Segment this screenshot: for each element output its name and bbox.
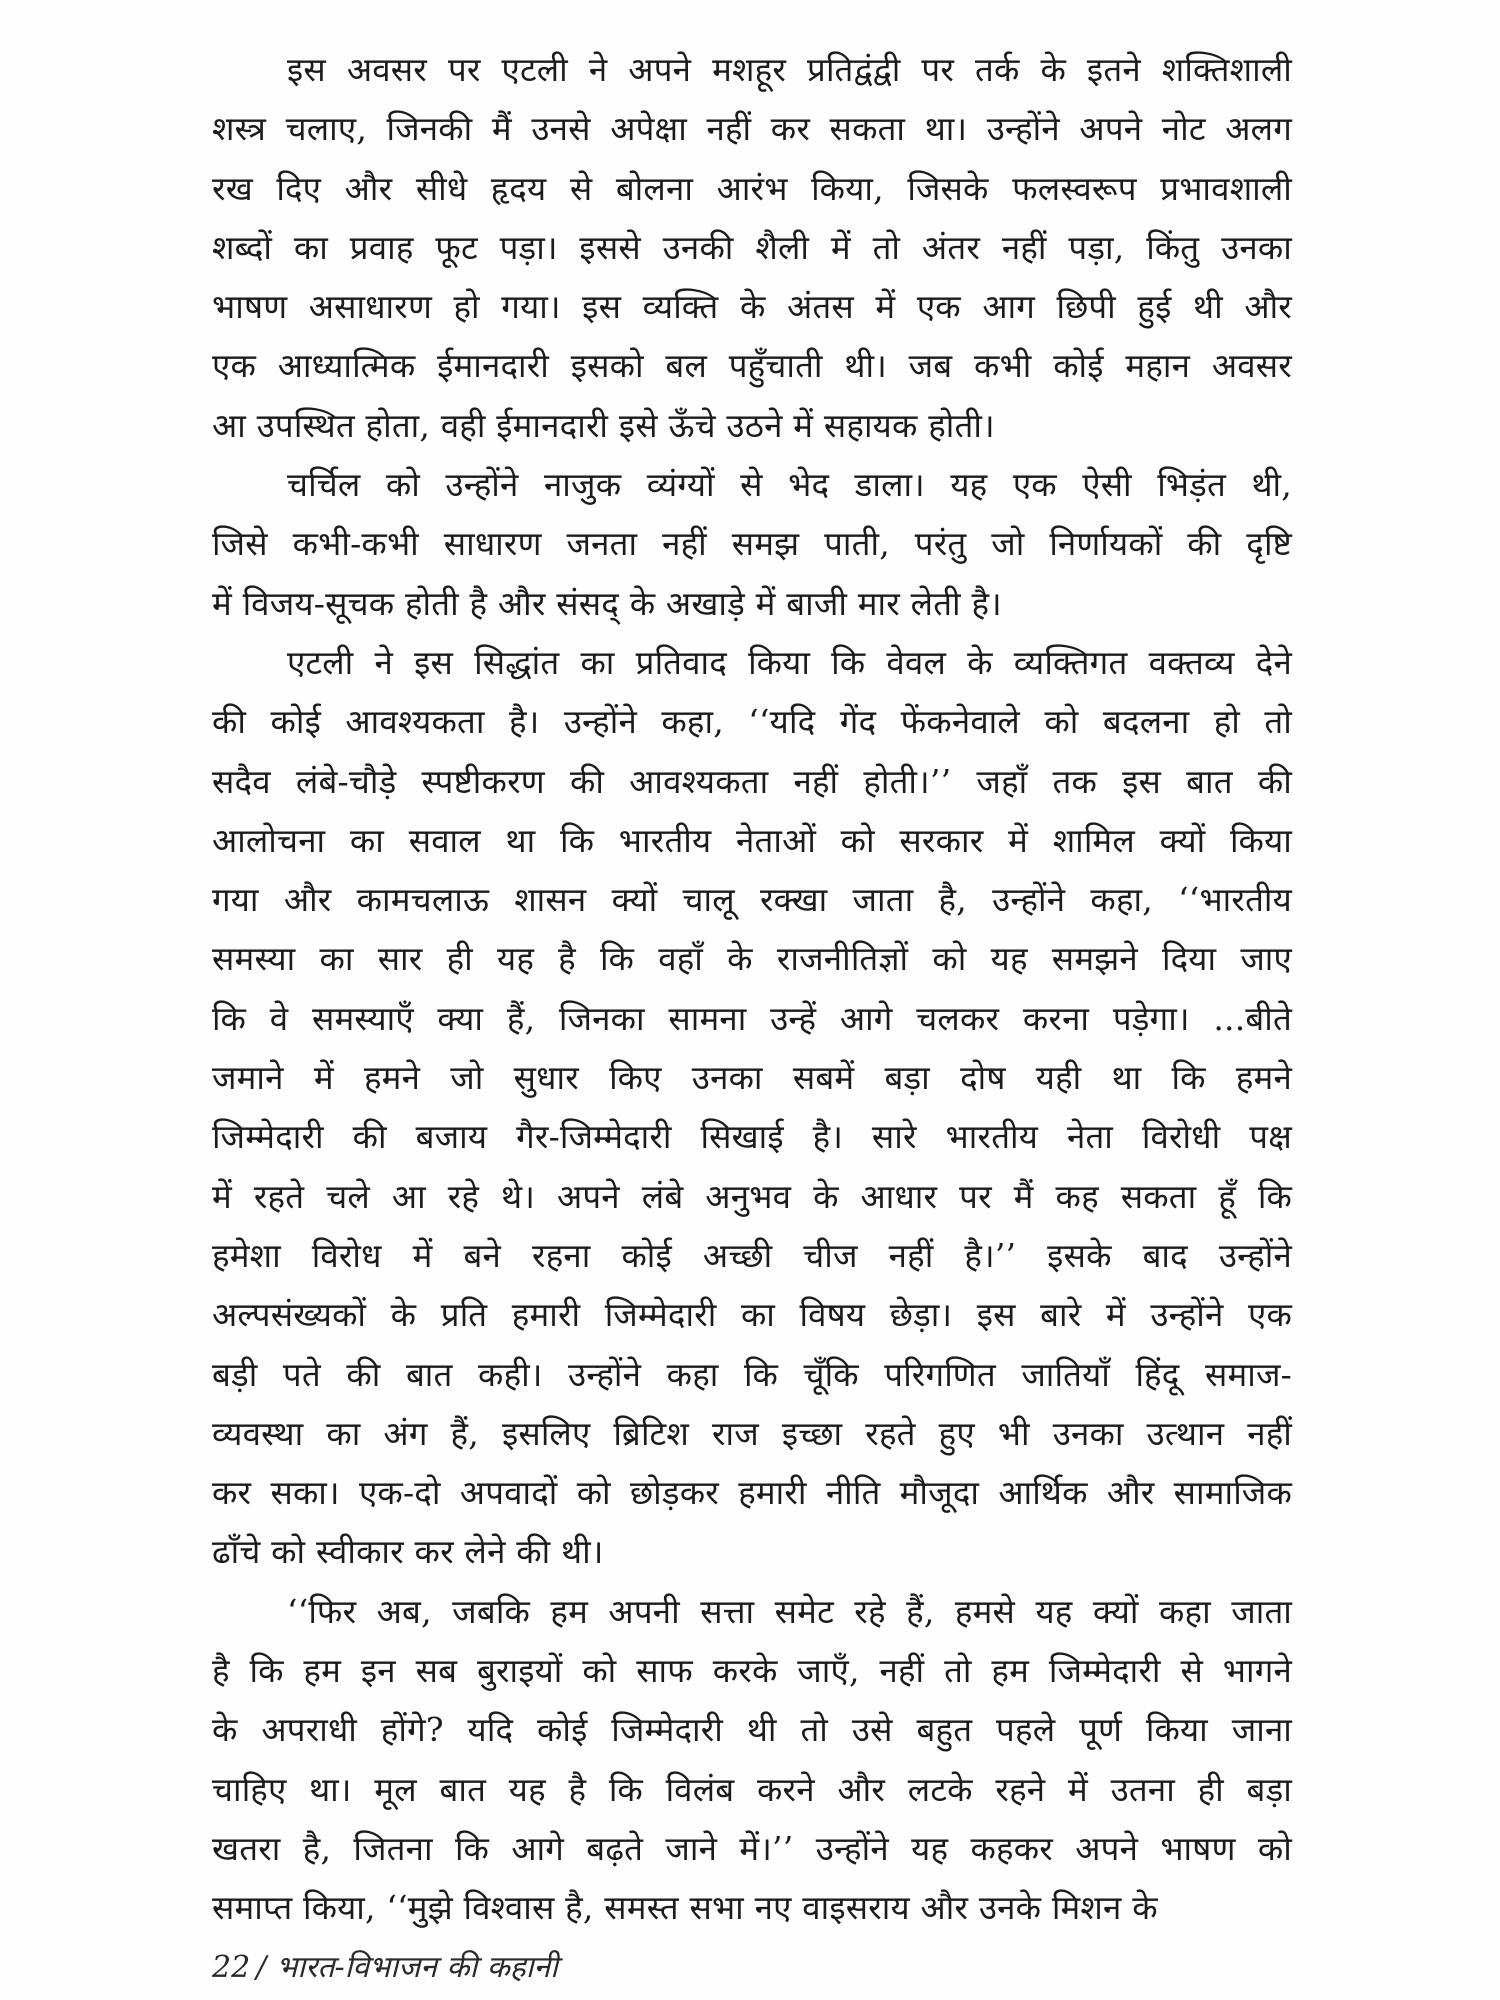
text-line: कि वे समस्याएँ क्या हैं, जिनका सामना उन्हें आगे चलकर करना पड़ेगा। ...बीते <box>212 998 1292 1038</box>
text-line: सदैव लंबे-चौड़े स्पष्टीकरण की आवश्यकता नहीं होती।’’ जहाँ तक इस बात की <box>212 761 1292 801</box>
paragraph <box>212 1582 1292 1938</box>
paragraph <box>212 40 1292 455</box>
text-line: भाषण असाधारण हो गया। इस व्यक्ति के अंतस में एक आग छिपी हुई थी और <box>212 287 1292 327</box>
text-line: एटली ने इस सिद्धांत का प्रतिवाद किया कि वेवल के व्यक्तिगत वक्तव्य देने <box>287 642 1292 682</box>
text-line: खतरा है, जितना कि आगे बढ़ते जाने में।’’ उन्होंने यह कहकर अपने भाषण को <box>212 1828 1292 1868</box>
text-line: की कोई आवश्यकता है। उन्होंने कहा, ‘‘यदि गेंद फेंकनेवाले को बदलना हो तो <box>212 702 1292 742</box>
paragraph <box>212 455 1292 633</box>
text-line: इस अवसर पर एटली ने अपने मशहूर प्रतिद्वंद्वी पर तर्क के इतने शक्तिशाली <box>287 50 1292 89</box>
text-line: शस्त्र चलाए, जिनकी मैं उनसे अपेक्षा नहीं कर सकता था। उन्होंने अपने नोट अलग <box>212 109 1292 149</box>
paragraph <box>212 633 1292 1582</box>
text-line: गया और कामचलाऊ शासन क्यों चालू रक्खा जाता है, उन्होंने कहा, ‘‘भारतीय <box>212 880 1292 920</box>
text-line: एक आध्यात्मिक ईमानदारी इसको बल पहुँचाती थी। जब कभी कोई महान अवसर <box>212 346 1292 386</box>
book-title: भारत-विभाजन की कहानी <box>276 1950 558 1985</box>
text-line: आ उपस्थित होता, वही ईमानदारी इसे ऊँचे उठने में सहायक होती। <box>212 405 995 445</box>
text-line: में विजय-सूचक होती है और संसद् के अखाड़े में बाजी मार लेती है। <box>212 583 1002 623</box>
text-line: बड़ी पते की बात कही। उन्होंने कहा कि चूँकि परिगणित जातियाँ हिंदू समाज- <box>212 1354 1292 1394</box>
text-line: समस्या का सार ही यह है कि वहाँ के राजनीतिज्ञों को यह समझने दिया जाए <box>212 939 1292 979</box>
text-line: ढाँचे को स्वीकार कर लेने की थी। <box>212 1532 604 1572</box>
text-line: चाहिए था। मूल बात यह है कि विलंब करने और लटके रहने में उतना ही बड़ा <box>212 1769 1292 1809</box>
page-number: 22 <box>212 1950 251 1985</box>
text-line: जिम्मेदारी की बजाय गैर-जिम्मेदारी सिखाई है। सारे भारतीय नेता विरोधी पक्ष <box>212 1117 1292 1157</box>
text-line: के अपराधी होंगे? यदि कोई जिम्मेदारी थी तो उसे बहुत पहले पूर्ण किया जाना <box>212 1710 1292 1750</box>
text-line: समाप्त किया, ‘‘मुझे विश्वास है, समस्त सभा नए वाइसराय और उनके मिशन के <box>212 1888 1158 1928</box>
footer-separator: / <box>256 1950 267 1985</box>
text-line: चर्चिल को उन्होंने नाजुक व्यंग्यों से भेद डाला। यह एक ऐसी भिड़ंत थी, <box>287 465 1292 505</box>
text-line: कर सका। एक-दो अपवादों को छोड़कर हमारी नीति मौजूदा आर्थिक और सामाजिक <box>212 1473 1292 1513</box>
text-line: जमाने में हमने जो सुधार किए उनका सबमें बड़ा दोष यही था कि हमने <box>212 1058 1292 1098</box>
text-line: है कि हम इन सब बुराइयों को साफ करके जाएँ, नहीं तो हम जिम्मेदारी से भागने <box>212 1651 1292 1691</box>
text-line: रख दिए और सीधे हृदय से बोलना आरंभ किया, जिसके फलस्वरूप प्रभावशाली <box>212 168 1292 208</box>
text-line: ‘‘फिर अब, जबकि हम अपनी सत्ता समेट रहे हैं, हमसे यह क्यों कहा जाता <box>287 1591 1292 1631</box>
text-line: आलोचना का सवाल था कि भारतीय नेताओं को सरकार में शामिल क्यों किया <box>212 820 1292 860</box>
text-line: व्यवस्था का अंग हैं, इसलिए ब्रिटिश राज इच्छा रहते हुए भी उनका उत्थान नहीं <box>212 1413 1292 1453</box>
page-footer <box>212 1948 558 1988</box>
text-line: जिसे कभी-कभी साधारण जनता नहीं समझ पाती, परंतु जो निर्णायकों की दृष्टि <box>212 524 1292 564</box>
text-line: शब्दों का प्रवाह फूट पड़ा। इससे उनकी शैली में तो अंतर नहीं पड़ा, किंतु उनका <box>212 227 1292 267</box>
body-text <box>212 40 1292 1938</box>
text-line: हमेशा विरोध में बने रहना कोई अच्छी चीज नहीं है।’’ इसके बाद उन्होंने <box>212 1235 1292 1275</box>
text-line: अल्पसंख्यकों के प्रति हमारी जिम्मेदारी का विषय छेड़ा। इस बारे में उन्होंने एक <box>212 1295 1292 1335</box>
text-line: में रहते चले आ रहे थे। अपने लंबे अनुभव के आधार पर मैं कह सकता हूँ कि <box>212 1176 1292 1216</box>
